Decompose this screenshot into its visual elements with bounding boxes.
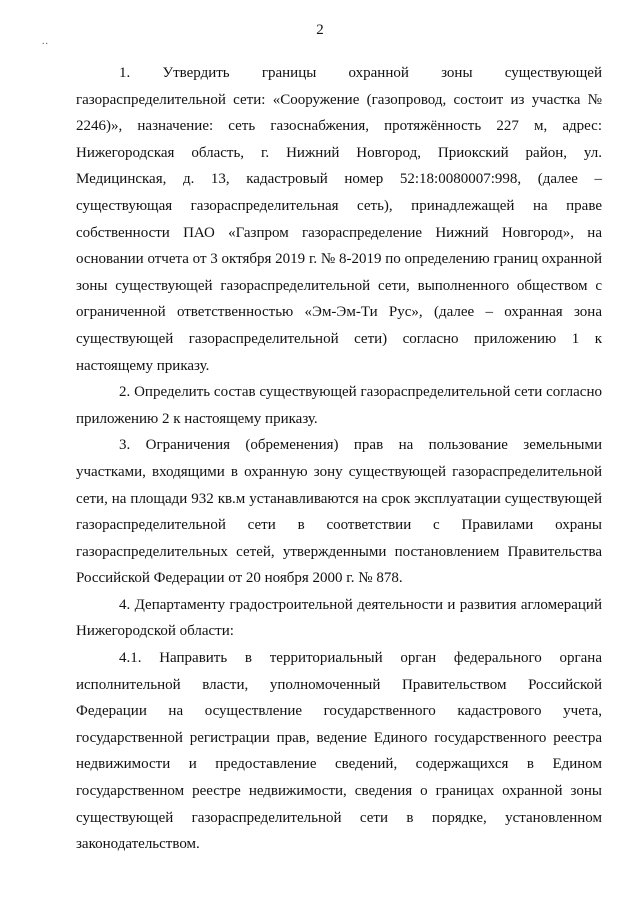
document-body xyxy=(76,60,602,858)
paragraph-item-2: 2. Определить состав существующей газораспределительной сети согласно приложению 2 к настоящему приказу. xyxy=(76,384,602,427)
paragraph-item-1: 1. Утвердить границы охранной зоны существующей газораспределительной сети: «Сооружение (газопровод, состоит из участка № 2246)», назначение: сеть газоснабжения, протяжённость 227 м, адрес: Нижегородская область, г. Нижний Новгород, Приокский район, ул. Медицинская, д. 13, кадастровый номер 52:18:0080007:998, (далее – существующая газораспределительная сеть), принадлежащей на праве собственности ПАО «Газпром газораспределение Нижний Новгород», на основании отчета от 3 октября 2019 г. № 8-2019 по определению границ охранной зоны существующей газораспределительной сети, выполненного обществом с ограниченной ответственностью «Эм-Эм-Ти Рус», (далее – охранная зона существующей газораспределительной сети) согласно приложению 1 к настоящему приказу. xyxy=(76,65,602,374)
paragraph-item-4: 4. Департаменту градостроительной деятельности и развития агломераций Нижегородской области: xyxy=(76,596,602,640)
page-number: 2 xyxy=(316,22,324,38)
paragraph-item-4-1: 4.1. Направить в территориальный орган федерального органа исполнительной власти, уполномоченный Правительством Российской Федерации на осуществление государственного кадастрового учета, государственной регистрации прав, ведение Единого государственного реестра недвижимости и предоставление сведений, содержащихся в Едином государственном реестре недвижимости, сведения о границах охранной зоны существующей газораспределительной сети в порядке, установленном законодательством. xyxy=(76,650,602,853)
paragraph-item-3: 3. Ограничения (обременения) прав на пользование земельными участками, входящими в охранную зону существующей газораспределительной сети, на площади 932 кв.м устанавливаются на срок эксплуатации существующей газораспределительной сети в соответствии с Правилами охраны газораспределительных сетей, утвержденными постановлением Правительства Российской Федерации от 20 ноября 2000 г. № 878. xyxy=(76,437,602,587)
corner-mark: .. xyxy=(42,36,49,47)
